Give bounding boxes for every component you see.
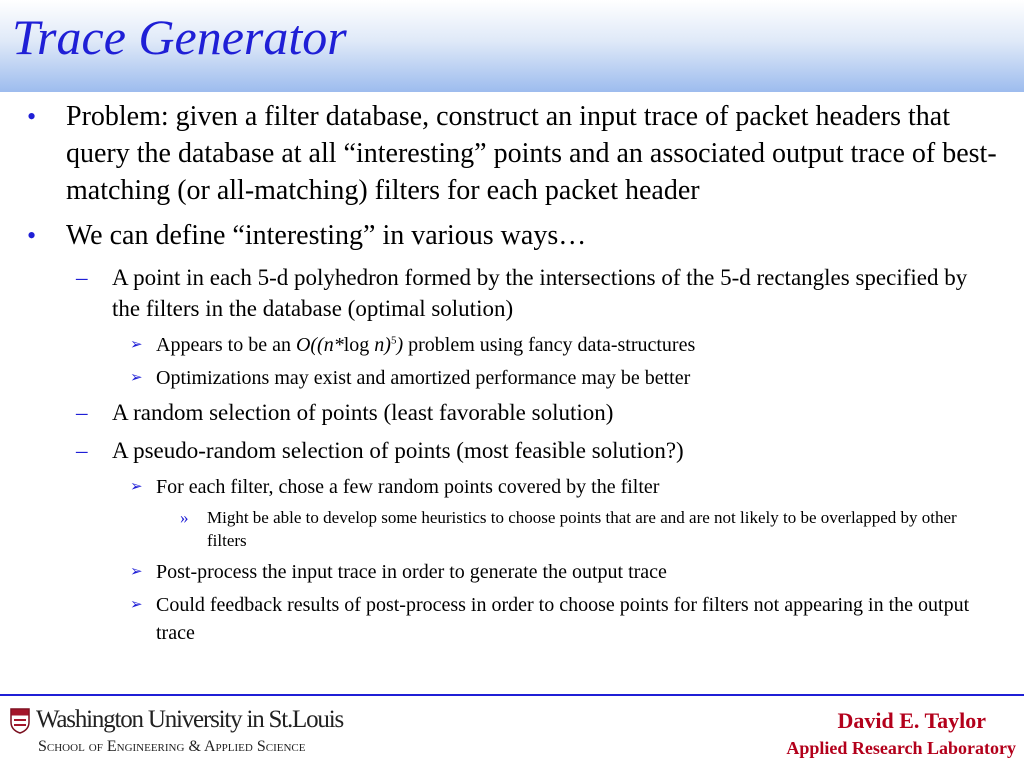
point-optimizations <box>0 364 1024 392</box>
sub-bullet-text: A pseudo-random selection of points (most feasible solution?) <box>112 438 684 463</box>
point-feedback <box>0 591 1024 647</box>
point-text: Could feedback results of post-process in order to choose points for filters not appearing in the output trace <box>156 594 970 644</box>
footer-divider <box>0 694 1024 696</box>
math-big-o: O((n* <box>295 334 344 356</box>
title-band <box>0 0 1024 92</box>
arrowhead-icon: ➢ <box>130 597 143 613</box>
detail-heuristics <box>0 506 1024 552</box>
slide-title: Trace Generator <box>12 9 347 65</box>
lab-name: Applied Research Laboratory <box>786 738 1016 758</box>
bullet-problem <box>0 98 1024 209</box>
point-text-after: problem using fancy data-structures <box>403 334 696 356</box>
sub-bullet-text: A point in each 5-d polyhedron formed by the intersections of the 5-d rectangles specified by the filters in the database (optimal solution) <box>112 265 968 321</box>
point-text: Post-process the input trace in order to generate the output trace <box>156 561 667 583</box>
bullet-dot-icon: • <box>27 102 37 131</box>
university-name: Washington University in St.Louis <box>36 706 343 733</box>
arrowhead-icon: ➢ <box>130 370 143 386</box>
dash-icon: – <box>76 438 88 463</box>
bullet-list <box>0 98 1024 647</box>
point-text-before: Appears to be an <box>156 334 296 356</box>
point-text: For each filter, chose a few random points covered by the filter <box>156 476 660 498</box>
bullet-text: We can define “interesting” in various ways… <box>66 220 587 251</box>
university-logo <box>10 706 350 762</box>
arrowhead-icon: ➢ <box>130 337 143 353</box>
point-each-filter <box>0 473 1024 501</box>
author-name: David E. Taylor <box>837 708 986 733</box>
math-close: ) <box>396 334 404 356</box>
sub-bullet-text: A random selection of points (least favorable solution) <box>112 400 614 425</box>
point-text: Optimizations may exist and amortized performance may be better <box>156 367 691 389</box>
school-name: School of Engineering & Applied Science <box>38 738 306 755</box>
math-n: n) <box>374 334 391 356</box>
arrowhead-icon: ➢ <box>130 564 143 580</box>
sub-bullet-random <box>0 397 1024 428</box>
point-post-process <box>0 558 1024 586</box>
math-exponent: 5 <box>390 334 397 347</box>
math-log: log <box>343 334 375 356</box>
shield-icon <box>10 708 30 734</box>
bullet-interesting <box>0 217 1024 254</box>
double-chevron-icon: » <box>180 508 189 527</box>
bullet-text: Problem: given a filter database, construct an input trace of packet headers that query the database at all “interesting” points and an associated output trace of best-matching (or all-matching) filters for each packet header <box>66 101 997 206</box>
detail-text: Might be able to develop some heuristics to choose points that are and are not likely to be overlapped by other filters <box>207 508 957 550</box>
sub-bullet-pseudo-random <box>0 435 1024 466</box>
point-complexity <box>0 331 1024 359</box>
sub-bullet-polyhedron <box>0 262 1024 324</box>
slide-body <box>0 98 1024 652</box>
dash-icon: – <box>76 265 88 290</box>
bullet-dot-icon: • <box>27 221 37 250</box>
dash-icon: – <box>76 400 88 425</box>
arrowhead-icon: ➢ <box>130 479 143 495</box>
